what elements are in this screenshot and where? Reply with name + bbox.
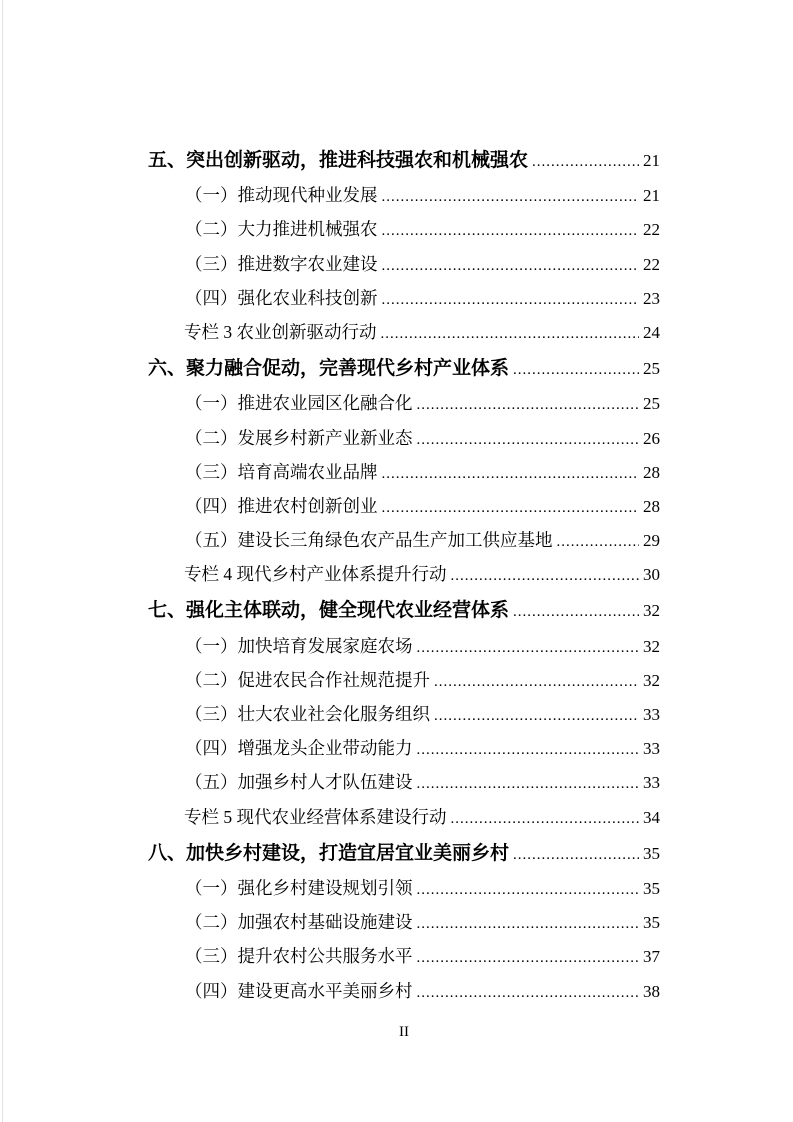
dot-leader bbox=[417, 907, 640, 941]
toc-page-number: 21 bbox=[643, 151, 660, 170]
toc-page-number: 33 bbox=[643, 705, 660, 724]
toc-page-number: 35 bbox=[643, 843, 660, 863]
dot-leader bbox=[382, 283, 640, 317]
dot-leader bbox=[434, 699, 639, 733]
toc-page-number: 32 bbox=[643, 601, 660, 621]
dot-leader bbox=[382, 180, 640, 214]
toc-entry-label: （四）增强龙头企业带动能力 bbox=[185, 738, 413, 759]
toc-entry-label: （三）培育高端农业品牌 bbox=[185, 461, 378, 482]
toc-entry-label: （一）推动现代种业发展 bbox=[185, 185, 378, 206]
toc-entry-label: （二）发展乡村新产业新业态 bbox=[185, 427, 413, 448]
toc-entry bbox=[148, 144, 660, 178]
toc-page-number: 23 bbox=[643, 288, 660, 308]
toc-entry-label: （四）推进农村创新创业 bbox=[185, 495, 378, 516]
toc-entry bbox=[148, 178, 660, 212]
dot-leader bbox=[417, 423, 640, 457]
toc-page-number: 38 bbox=[643, 981, 660, 1001]
toc-page-number: 35 bbox=[643, 878, 660, 898]
dot-leader bbox=[434, 665, 639, 699]
toc-page-number: 25 bbox=[643, 394, 660, 414]
toc-page-number: 34 bbox=[643, 807, 660, 827]
toc-entry bbox=[148, 594, 660, 628]
dot-leader bbox=[417, 733, 640, 767]
toc-entry-label: （五）加强乡村人才队伍建设 bbox=[185, 772, 413, 793]
table-of-contents bbox=[148, 144, 660, 1008]
toc-entry bbox=[148, 800, 660, 834]
toc-page-number: 21 bbox=[643, 186, 660, 206]
dot-leader bbox=[382, 214, 640, 248]
toc-entry-label: （五）建设长三角绿色农产品生产加工供应基地 bbox=[185, 530, 553, 551]
page-footer bbox=[148, 1024, 660, 1041]
dot-leader bbox=[513, 838, 639, 872]
toc-entry-label: （四）强化农业科技创新 bbox=[185, 287, 378, 308]
toc-entry-label: （三）推进数字农业建设 bbox=[185, 253, 378, 274]
toc-page-number: 30 bbox=[643, 565, 660, 585]
toc-entry-label: （一）加快培育发展家庭农场 bbox=[185, 635, 413, 656]
toc-entry-label: （四）建设更高水平美丽乡村 bbox=[185, 980, 413, 1001]
toc-entry bbox=[148, 974, 660, 1008]
dot-leader bbox=[513, 353, 639, 387]
toc-entry-label: （二）大力推进机械强农 bbox=[185, 219, 378, 240]
toc-page-number: 33 bbox=[643, 739, 660, 759]
toc-entry bbox=[148, 281, 660, 315]
toc-entry-label: （一）推进农业园区化融合化 bbox=[185, 393, 413, 414]
toc-page-number: 32 bbox=[643, 670, 660, 690]
toc-entry bbox=[148, 557, 660, 591]
dot-leader bbox=[382, 491, 640, 525]
toc-entry bbox=[148, 523, 660, 557]
dot-leader bbox=[417, 767, 640, 801]
toc-entry-label: 五、突出创新驱动，推进科技强农和机械强农 bbox=[148, 150, 529, 171]
toc-entry bbox=[148, 247, 660, 281]
dot-leader bbox=[381, 317, 640, 351]
toc-page-number: 29 bbox=[643, 531, 660, 551]
toc-page-number: 37 bbox=[643, 947, 660, 967]
toc-entry bbox=[148, 421, 660, 455]
dot-leader bbox=[557, 525, 640, 559]
toc-entry-label: 专栏 3 农业创新驱动行动 bbox=[184, 321, 377, 342]
dot-leader bbox=[451, 559, 640, 593]
toc-page-number: 22 bbox=[643, 220, 660, 240]
dot-leader bbox=[513, 595, 639, 629]
toc-entry-label: 专栏 4 现代乡村产业体系提升行动 bbox=[184, 564, 447, 585]
toc-page-number: 26 bbox=[643, 428, 660, 448]
toc-entry-label: 六、聚力融合促动，完善现代乡村产业体系 bbox=[148, 358, 510, 380]
toc-entry bbox=[148, 697, 660, 731]
dot-leader bbox=[532, 145, 639, 179]
dot-leader bbox=[417, 873, 640, 907]
toc-page-number: 22 bbox=[643, 254, 660, 274]
toc-entry-label: 八、加快乡村建设，打造宜居宜业美丽乡村 bbox=[148, 842, 510, 864]
toc-entry bbox=[148, 352, 660, 386]
toc-entry-label: 七、强化主体联动，健全现代农业经营体系 bbox=[148, 600, 510, 622]
toc-entry bbox=[148, 386, 660, 420]
toc-entry-label: （二）促进农民合作社规范提升 bbox=[185, 669, 430, 690]
toc-page-number: 28 bbox=[643, 462, 660, 482]
toc-entry bbox=[148, 731, 660, 765]
dot-leader bbox=[417, 976, 640, 1010]
toc-entry-label: （三）提升农村公共服务水平 bbox=[185, 946, 413, 967]
toc-entry bbox=[148, 837, 660, 871]
toc-entry bbox=[148, 455, 660, 489]
dot-leader bbox=[417, 631, 640, 665]
toc-entry bbox=[148, 489, 660, 523]
toc-page-number: 28 bbox=[643, 496, 660, 516]
toc-page-number: 33 bbox=[643, 773, 660, 793]
toc-entry bbox=[148, 765, 660, 799]
toc-entry-label: （二）加强农村基础设施建设 bbox=[185, 912, 413, 933]
toc-page-number: 25 bbox=[643, 359, 660, 379]
dot-leader bbox=[417, 941, 640, 975]
toc-page-number: 24 bbox=[643, 322, 660, 342]
dot-leader bbox=[382, 249, 640, 283]
toc-entry bbox=[148, 663, 660, 697]
toc-entry bbox=[148, 315, 660, 349]
toc-entry-label: （一）强化乡村建设规划引领 bbox=[185, 877, 413, 898]
toc-page-number: 32 bbox=[643, 636, 660, 656]
toc-entry bbox=[148, 871, 660, 905]
dot-leader bbox=[382, 457, 640, 491]
dot-leader bbox=[451, 802, 640, 836]
toc-page-number: 35 bbox=[643, 913, 660, 933]
toc-entry-label: （三）壮大农业社会化服务组织 bbox=[185, 704, 430, 724]
toc-entry bbox=[148, 939, 660, 973]
toc-entry bbox=[148, 212, 660, 246]
toc-entry-label: 专栏 5 现代农业经营体系建设行动 bbox=[184, 806, 447, 827]
footer-page-number: II bbox=[399, 1024, 409, 1040]
toc-entry bbox=[148, 629, 660, 663]
dot-leader bbox=[417, 388, 640, 422]
toc-entry bbox=[148, 905, 660, 939]
